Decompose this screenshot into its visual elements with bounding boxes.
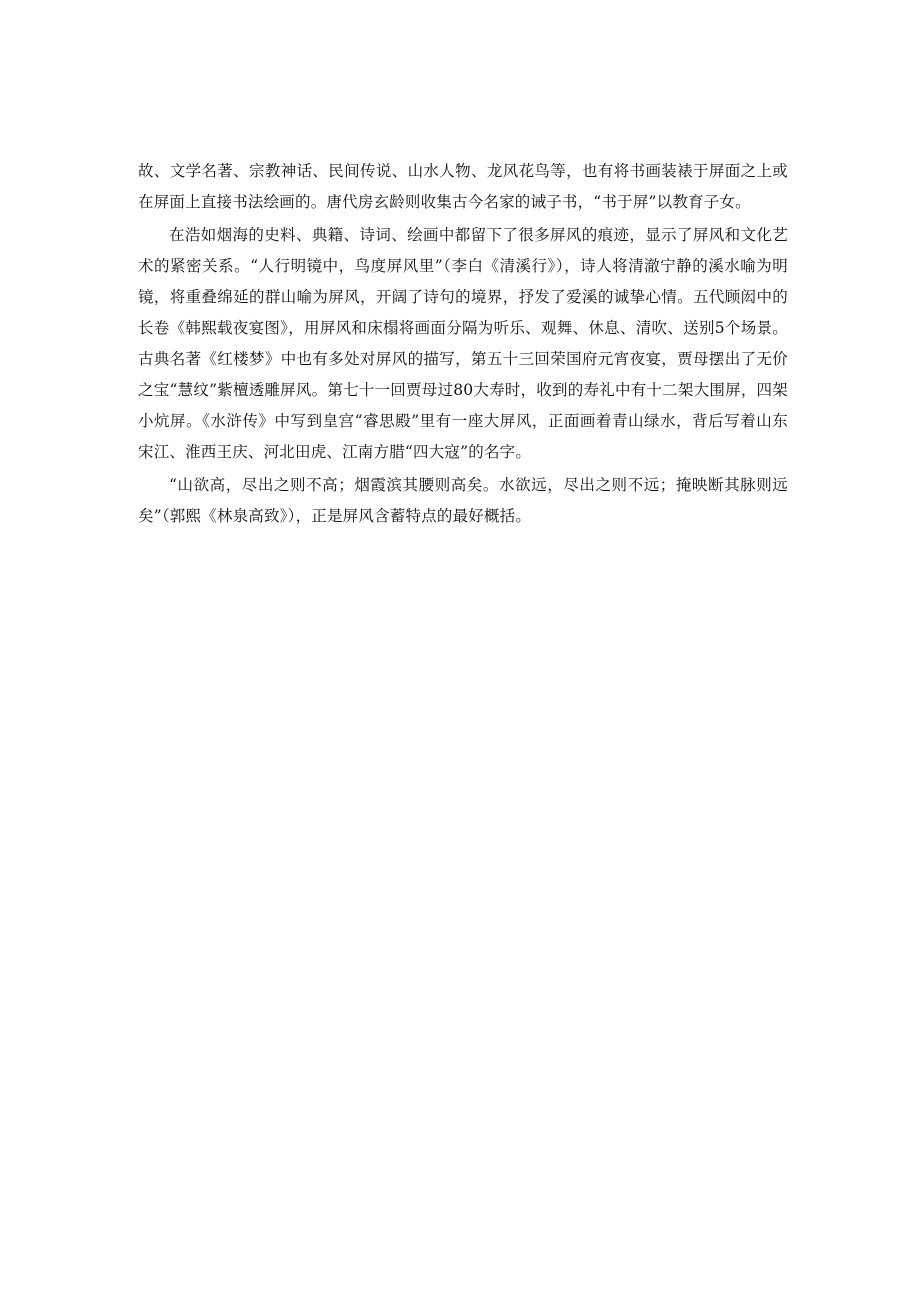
paragraph-2: 在浩如烟海的史料、典籍、诗词、绘画中都留下了很多屏风的痕迹，显示了屏风和文化艺术的紧密关系。“人行明镜中，鸟度屏风里”（李白《清溪行》），诗人将清澈宁静的溪水喻为明镜，将重叠绵延的群山喻为屏风，开阔了诗句的境界，抒发了爱溪的诚挚心情。五代顾闳中的长卷《韩熙载夜宴图》，用屏风和床榻将画面分隔为听乐、观舞、休息、清吹、送别5个场景。古典名著《红楼梦》中也有多处对屏风的描写，第五十三回荣国府元宵夜宴，贾母摆出了无价之宝“慧纹”紫檀透雕屏风。第七十一回贾母过80大寿时，收到的寿礼中有十二架大围屏，四架小炕屏。《水浒传》中写到皇宫“睿思殿”里有一座大屏风，正面画着青山绿水，背后写着山东宋江、淮西王庆、河北田虎、江南方腊“四大寇”的名字。 (138, 226, 788, 461)
paragraph-3: “山欲高，尽出之则不高；烟霞滨其腰则高矣。水欲远，尽出之则不远；掩映断其脉则远矣”（郭熙《林泉高致》），正是屏风含蓄特点的最好概括。 (138, 476, 788, 525)
paragraph-1: 故、文学名著、宗教神话、民间传说、山水人物、龙风花鸟等，也有将书画装裱于屏面之上或在屏面上直接书法绘画的。唐代房玄龄则收集古今名家的诫子书，“书于屏”以教育子女。 (138, 162, 788, 211)
document-page (138, 156, 788, 532)
